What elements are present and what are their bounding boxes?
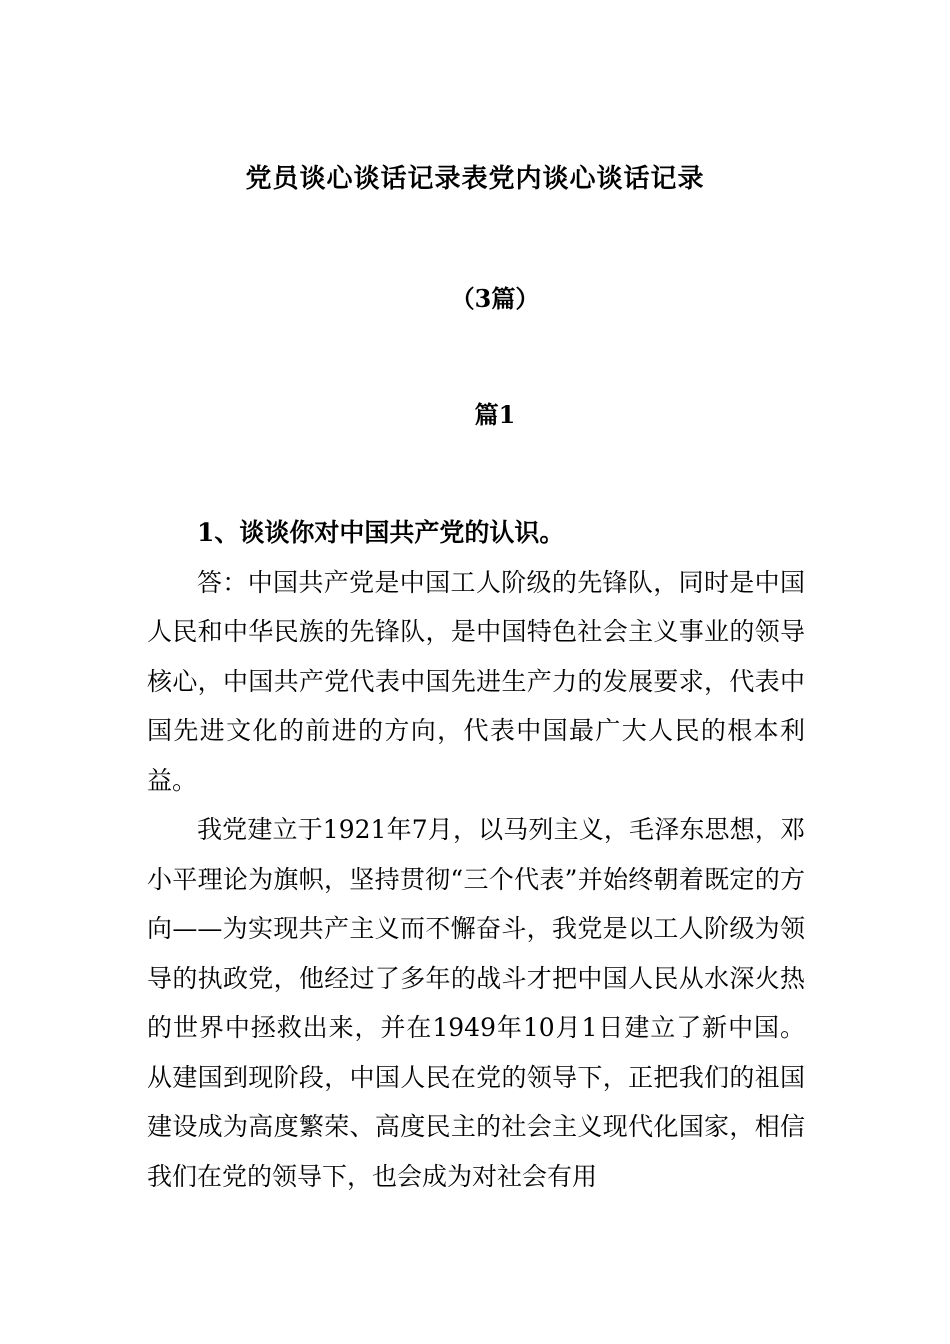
answer-1-paragraph-2: 我党建立于1921年7月，以马列主义，毛泽东思想，邓小平理论为旗帜，坚持贯彻“三个代表”并始终朝着既定的方向——为实现共产主义而不懈奋斗，我党是以工人阶级为领导的执政党，他经过了多年的战斗才把中国人民从水深火热的世界中拯救出来，并在1949年10月1日建立了新中国。从建国到现阶段，中国人民在党的领导下，正把我们的祖国建设成为高度繁荣、高度民主的社会主义现代化国家，相信我们在党的领导下，也会成为对社会有用 xyxy=(147,815,805,1191)
document-subtitle: （3篇） xyxy=(450,284,540,313)
chapter-heading: 篇1 xyxy=(474,400,516,429)
document-title: 党员谈心谈话记录表党内谈心谈话记录 xyxy=(245,164,705,194)
question-1: 1、谈谈你对中国共产党的认识。 xyxy=(197,518,565,547)
document-body xyxy=(147,508,805,1201)
answer-1-paragraph-1: 答：中国共产党是中国工人阶级的先锋队，同时是中国人民和中华民族的先锋队，是中国特色社会主义事业的领导核心，中国共产党代表中国先进生产力的发展要求，代表中国先进文化的前进的方向，代表中国最广大人民的根本利益。 xyxy=(147,567,805,795)
